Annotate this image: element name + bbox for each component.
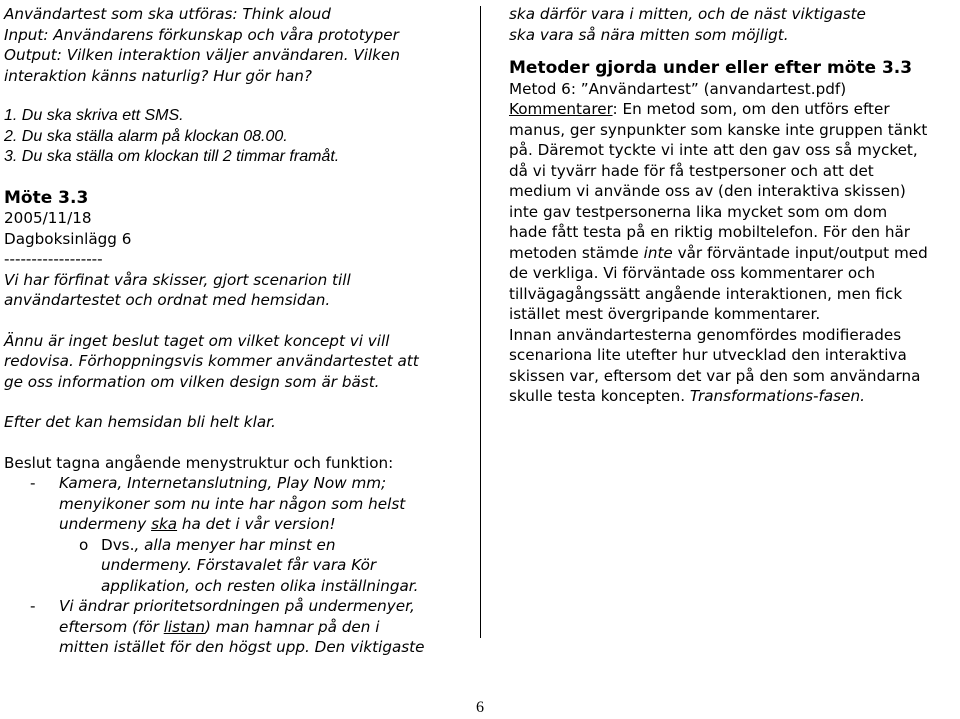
body-line: metoden stämde inte vår förväntade input/output med bbox=[509, 243, 928, 262]
method-title: Metod 6: ”Användartest” (anvandartest.pdf) bbox=[509, 79, 847, 98]
underlined-word: listan bbox=[163, 617, 205, 636]
body-line: på. Däremot tyckte vi inte att den gav oss så mycket, bbox=[509, 141, 918, 159]
item-line: menyikoner som nu inte har någon som helst bbox=[59, 494, 406, 513]
circle-bullet: o bbox=[79, 535, 89, 554]
body-line: hade fått testa på en riktig mobiltelefon. För den här bbox=[509, 223, 911, 241]
left-column bbox=[4, 4, 474, 658]
comments-label: Kommentarer bbox=[509, 100, 613, 118]
decision-subitem bbox=[4, 535, 474, 597]
meeting-heading: Möte 3.3 bbox=[4, 187, 89, 208]
item-line: Kamera, Internetanslutning, Play Now mm; bbox=[59, 474, 387, 492]
item-line: undermeny ska ha det i vår version! bbox=[59, 515, 336, 533]
item-line: mitten istället för den högst upp. Den viktigaste bbox=[59, 638, 425, 656]
body-line: manus, ger synpunkter som kanske inte gruppen tänkt bbox=[509, 120, 928, 139]
paragraph bbox=[4, 331, 474, 393]
test-intro bbox=[4, 4, 474, 86]
item-line: applikation, och resten olika inställningar. bbox=[101, 576, 419, 595]
methods-heading: Metoder gjorda under eller efter möte 3.3 bbox=[509, 58, 913, 78]
intro-line: Användartest som ska utföras: Think aloud bbox=[4, 5, 331, 23]
comment-line: Kommentarer: En metod som, om den utförs efter bbox=[509, 100, 890, 118]
item-line: undermeny. Förstavalet får vara Kör bbox=[101, 556, 377, 574]
underlined-word: ska bbox=[151, 515, 178, 533]
task-item: 1. Du ska skriva ett SMS. bbox=[4, 107, 184, 124]
decision-item bbox=[4, 473, 474, 535]
task-item: 2. Du ska ställa alarm på klockan 08.00. bbox=[4, 127, 288, 145]
emphasis-phrase: Transformations-fasen. bbox=[689, 387, 865, 405]
diary-label: Dagboksinlägg 6 bbox=[4, 229, 132, 248]
body-line: skissen var, eftersom det var på den som användarna bbox=[509, 366, 921, 385]
body-line: tillvägagångssätt angående interaktionen, men fick bbox=[509, 284, 903, 303]
item-line: eftersom (för listan) man hamnar på den i bbox=[59, 617, 380, 636]
body-line: de verkliga. Vi förväntade oss kommentarer och bbox=[509, 264, 876, 282]
task-list bbox=[4, 106, 474, 168]
body-line: medium vi använde oss av (den interaktiva skissen) bbox=[509, 182, 906, 200]
method-body bbox=[509, 120, 957, 407]
meeting-date: 2005/11/18 bbox=[4, 209, 92, 227]
paragraph bbox=[4, 270, 474, 311]
body-line: scenariona lite utefter hur utvecklad den interaktiva bbox=[509, 346, 907, 364]
emphasis-word: inte bbox=[643, 243, 673, 262]
right-column bbox=[509, 4, 957, 407]
paragraph-line: ge oss information om vilken design som är bäst. bbox=[4, 372, 380, 391]
page-number: 6 bbox=[476, 699, 484, 716]
dash-bullet: - bbox=[30, 597, 36, 615]
body-line: då vi tyvärr hade för få testpersoner och att det bbox=[509, 161, 874, 180]
column-divider bbox=[480, 6, 481, 638]
paragraph-line: Efter det kan hemsidan bli helt klar. bbox=[4, 413, 276, 431]
paragraph-line: Vi har förfinat våra skisser, gjort scenarion till bbox=[4, 270, 351, 289]
paragraph-line: redovisa. Förhoppningsvis kommer användartestet att bbox=[4, 352, 419, 370]
dash-bullet: - bbox=[30, 474, 36, 492]
paragraph-line: användartestet och ordnat med hemsidan. bbox=[4, 291, 331, 309]
intro-line: Output: Vilken interaktion väljer användaren. Vilken bbox=[4, 46, 400, 64]
continuation bbox=[509, 4, 957, 45]
decision-item bbox=[4, 596, 474, 658]
body-line: istället mest övergripande kommentarer. bbox=[509, 305, 821, 323]
separator: ------------------ bbox=[4, 250, 103, 268]
paragraph-line: Ännu är inget beslut taget om vilket koncept vi vill bbox=[4, 331, 390, 350]
decisions-heading: Beslut tagna angående menystruktur och funktion: bbox=[4, 453, 394, 472]
body-line: Innan användartesterna genomfördes modifierades bbox=[509, 325, 902, 344]
continuation-line: ska därför vara i mitten, och de näst viktigaste bbox=[509, 5, 866, 23]
item-line: Dvs., alla menyer har minst en bbox=[101, 535, 336, 554]
body-line: inte gav testpersonerna lika mycket som om dom bbox=[509, 202, 888, 221]
intro-line: interaktion känns naturlig? Hur gör han? bbox=[4, 66, 312, 85]
item-line: Vi ändrar prioritetsordningen på undermenyer, bbox=[59, 597, 415, 615]
continuation-line: ska vara så nära mitten som möjligt. bbox=[509, 25, 789, 44]
intro-line: Input: Användarens förkunskap och våra prototyper bbox=[4, 25, 399, 44]
body-line: skulle testa koncepten. Transformations-fasen. bbox=[509, 387, 865, 405]
task-item: 3. Du ska ställa om klockan till 2 timmar framåt. bbox=[4, 148, 340, 165]
